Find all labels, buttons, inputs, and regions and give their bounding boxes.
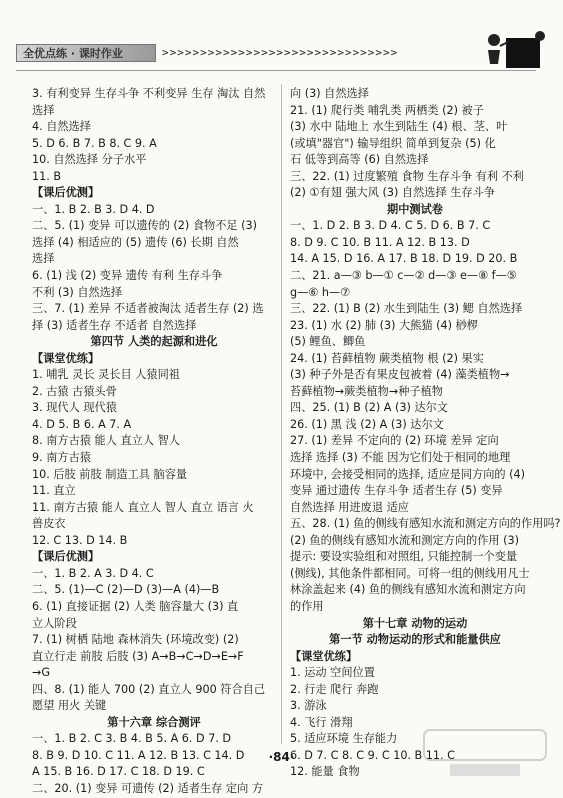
answer-line: 选择	[32, 103, 55, 117]
answer-line: (或填"器官") 输导组织 简单到复杂 (5) 化	[290, 136, 496, 150]
answer-line: 一、1. B 2. A 3. D 4. C	[32, 566, 154, 580]
right-column	[290, 86, 561, 781]
answer-line: 三、22. (1) B (2) 水生到陆生 (3) 鳃 自然选择	[290, 302, 523, 316]
answer-line: 27. (1) 差异 不定向的 (2) 环境 差异 定向	[290, 434, 499, 448]
answer-line: 兽皮衣	[32, 517, 66, 531]
answer-line: 一、1. B 2. B 3. D 4. D	[32, 202, 155, 216]
answer-line: 一、1. B 2. C 3. B 4. B 5. A 6. D 7. D	[32, 732, 232, 746]
answer-line: 10. 后肢 前肢 制造工具 脑容量	[32, 467, 188, 481]
mascot-icon	[482, 28, 548, 72]
answer-line: 12. 能量 食物	[290, 765, 360, 779]
page-number: ·84·	[268, 750, 295, 764]
section-heading: 第十七章 动物的运动	[362, 616, 468, 630]
answer-line: 23. (1) 水 (2) 肺 (3) 大熊猫 (4) 桫椤	[290, 318, 478, 332]
answer-line: 3. 现代人 现代猿	[32, 401, 117, 415]
answer-line: 向 (3) 自然选择	[290, 87, 369, 100]
answer-line: 26. (1) 黑 浅 (2) A (3) 达尔文	[290, 417, 444, 431]
subsection-label: 【课堂优练】	[290, 649, 358, 663]
answer-line: 21. (1) 爬行类 哺乳类 两栖类 (2) 被子	[290, 103, 484, 117]
answer-line: →G	[32, 666, 51, 680]
answer-line: 3. 有利变异 生存斗争 不利变异 生存 淘汰 自然	[32, 87, 266, 100]
answer-line: 11. 直立	[32, 484, 76, 498]
answer-line: 四、8. (1) 能人 700 (2) 直立人 900 符合自己	[32, 682, 266, 696]
answer-line: 愿望 用火 关键	[32, 699, 107, 713]
answer-line: 二、5. (1)—C (2)—D (3)—A (4)—B	[32, 583, 220, 597]
answer-line: 8. D 9. C 10. B 11. A 12. B 13. D	[290, 235, 470, 249]
answer-line: 三、7. (1) 差异 不适者被淘汰 适者生存 (2) 选	[32, 302, 264, 316]
answer-line: 6. (1) 直接证据 (2) 人类 脑容量大 (3) 直	[32, 599, 239, 613]
answer-line: 11. 南方古猿 能人 直立人 智人 直立 语言 火	[32, 500, 254, 514]
header-rule	[16, 70, 536, 71]
answer-line: 直立行走 前肢 后肢 (3) A→B→C→D→E→F	[32, 649, 244, 663]
section-heading: 第十六章 综合测评	[107, 715, 201, 729]
answer-line: 4. D 5. B 6. A 7. A	[32, 417, 132, 431]
answer-line: 4. 飞行 滑翔	[290, 715, 353, 729]
answer-line: 5. 适应环境 生存能力	[290, 732, 398, 746]
answer-line: 环境中, 会接受相同的选择, 适应是同方向的 (4)	[290, 467, 526, 481]
answer-line: 自然选择 用进废退 适应	[290, 500, 409, 514]
answer-line: 2. 古猿 古猿头骨	[32, 384, 117, 398]
answer-line: (5) 鲤鱼、鲫鱼	[290, 335, 366, 349]
answer-line: 8. B 9. D 10. C 11. A 12. B 13. C 14. D	[32, 748, 245, 762]
answer-line: A 15. B 16. D 17. C 18. D 19. C	[32, 765, 205, 779]
subsection-label: 【课后优测】	[32, 550, 100, 564]
section-heading: 第一节 动物运动的形式和能量供应	[329, 633, 501, 647]
answer-line: 选择	[32, 252, 55, 266]
answer-line: 四、25. (1) B (2) A (3) 达尔文	[290, 401, 448, 415]
answer-line: (3) 种子外是否有果皮包被着 (4) 藻类植物→	[290, 368, 510, 382]
answer-line: 1. 运动 空间位置	[290, 666, 375, 680]
answer-line: 9. 南方古猿	[32, 451, 91, 465]
answer-line: 立人阶段	[32, 616, 77, 630]
answer-line: 的作用	[290, 599, 324, 613]
answer-line: 二、5. (1) 变异 可以遗传的 (2) 食物不足 (3)	[32, 219, 257, 233]
answer-line: (2) ①有翅 强大风 (3) 自然选择 生存斗争	[290, 186, 495, 200]
answer-line: 10. 自然选择 分子水平	[32, 153, 147, 167]
page-header	[16, 28, 556, 72]
answer-line: g—⑥ h—⑦	[290, 285, 351, 299]
answer-line: (3) 水中 陆地上 水生到陆生 (4) 根、茎、叶	[290, 120, 508, 134]
answer-line: 石 低等到高等 (6) 自然选择	[290, 153, 429, 167]
section-heading: 第四节 人类的起源和进化	[90, 335, 218, 349]
answer-line: 4. 自然选择	[32, 120, 91, 134]
left-column	[32, 86, 276, 798]
answer-line: 提示: 要设实验组和对照组, 只能控制一个变量	[290, 550, 518, 564]
answer-line: 五、28. (1) 鱼的侧线有感知水流和测定方向的作用吗?	[290, 517, 561, 531]
answer-line: (侧线), 其他条件都相同。可将一组的侧线用凡士	[290, 566, 530, 580]
answer-line: 选择 选择 (3) 不能 因为它们处于相同的地理	[290, 451, 511, 465]
subsection-label: 【课堂优练】	[32, 351, 100, 365]
answer-line: 二、20. (1) 变异 可遗传 (2) 适者生存 定向 方	[32, 781, 264, 795]
answer-line: 7. (1) 树栖 陆地 森林消失 (环境改变) (2)	[32, 633, 239, 647]
answer-line: 3. 游泳	[290, 699, 327, 713]
subsection-label: 【课后优测】	[32, 186, 100, 200]
answer-line: 不利 (3) 自然选择	[32, 285, 123, 299]
section-heading: 期中测试卷	[387, 202, 443, 216]
answer-line: 林涂盖起来 (4) 鱼的侧线有感知水流和测定方向	[290, 583, 526, 597]
answer-line: 24. (1) 苔藓植物 蕨类植物 根 (2) 果实	[290, 351, 484, 365]
answer-line: 2. 行走 爬行 奔跑	[290, 682, 379, 696]
header-arrows: >>>>>>>>>>>>>>>>>>>>>>>>>>>>>>>	[162, 46, 399, 59]
brand-banner: 全优点练 · 课时作业	[16, 44, 156, 62]
answer-line: 11. B	[32, 169, 62, 183]
answer-line: 选择 (4) 相适应的 (5) 遗传 (6) 长期 自然	[32, 235, 239, 249]
answer-line: 二、21. a—③ b—① c—② d—③ e—⑧ f—⑤	[290, 269, 517, 283]
answer-line: 三、22. (1) 过度繁殖 食物 生存斗争 有利 不利	[290, 169, 524, 183]
answer-line: 择 (3) 适者生存 不适者 自然选择	[32, 318, 197, 332]
answer-line: 苔藓植物→蕨类植物→种子植物	[290, 384, 443, 398]
answer-line: 8. 南方古猿 能人 直立人 智人	[32, 434, 180, 448]
answer-line: (2) 鱼的侧线有感知水流和测定方向的作用 (3)	[290, 533, 519, 547]
answer-line: 一、1. D 2. B 3. D 4. C 5. D 6. B 7. C	[290, 219, 491, 233]
answer-line: 6. D 7. C 8. C 9. C 10. B 11. C	[290, 748, 455, 762]
answer-line: 1. 哺乳 灵长 灵长目 人猿同祖	[32, 368, 180, 382]
answer-line: 14. A 15. D 16. A 17. B 18. D 19. D 20. B	[290, 252, 518, 266]
answer-line: 6. (1) 浅 (2) 变异 遗传 有利 生存斗争	[32, 269, 223, 283]
answer-line: 变异 通过遗传 生存斗争 适者生存 (5) 变异	[290, 484, 503, 498]
answer-line: 5. D 6. B 7. B 8. C 9. A	[32, 136, 157, 150]
answer-line: 12. C 13. D 14. B	[32, 533, 128, 547]
column-divider	[281, 84, 282, 744]
